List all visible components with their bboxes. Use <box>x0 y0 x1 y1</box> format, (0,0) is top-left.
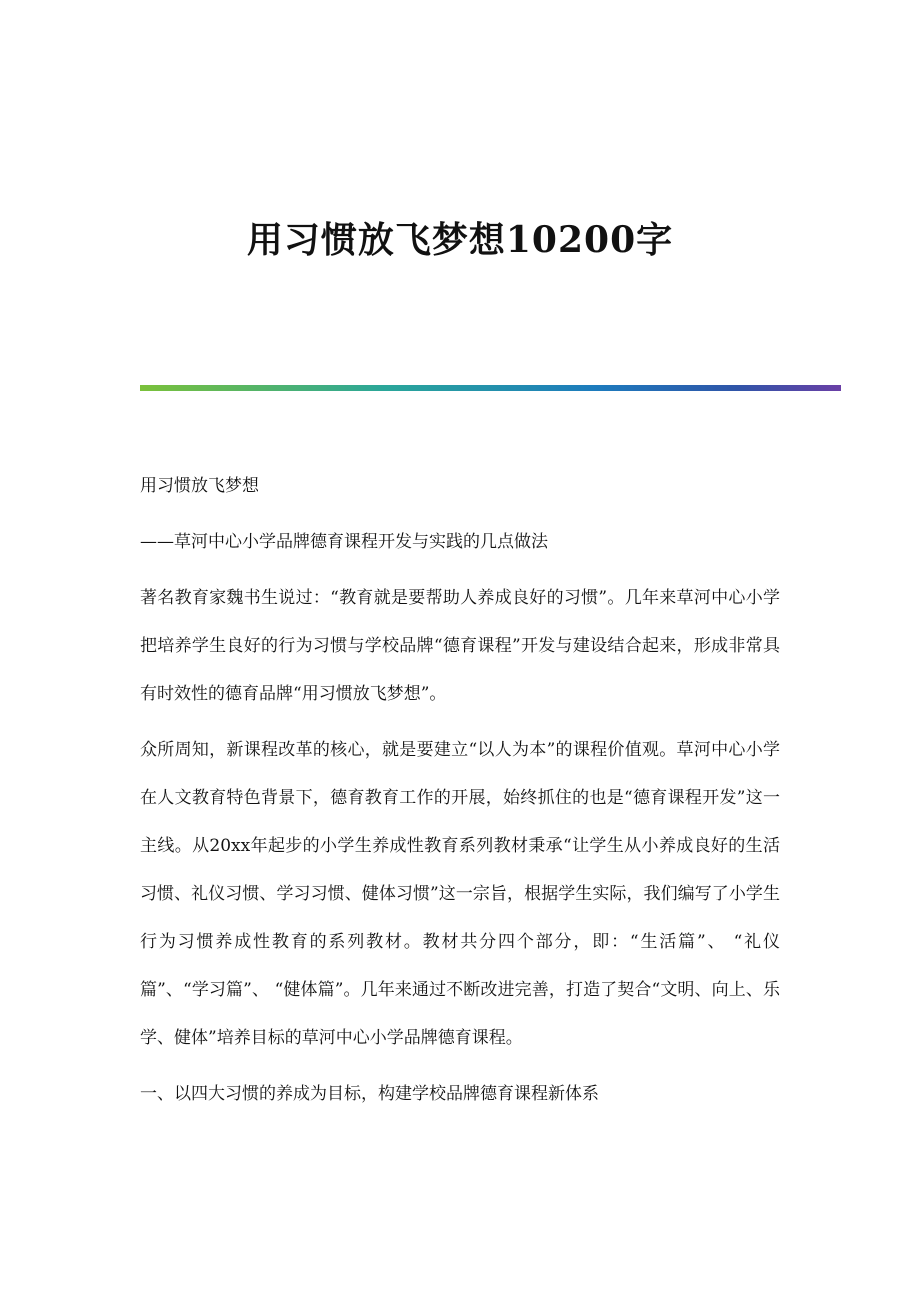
title-divider <box>140 385 841 391</box>
section-heading: 一、以四大习惯的养成为目标，构建学校品牌德育课程新体系 <box>140 1084 599 1104</box>
article-subheading: ——草河中心小学品牌德育课程开发与实践的几点做法 <box>140 532 548 552</box>
article-heading: 用习惯放飞梦想 <box>140 476 259 496</box>
paragraph: 众所周知，新课程改革的核心，就是要建立“以人为本”的课程价值观。草河中心小学在人文教育特色背景下，德育教育工作的开展，始终抓住的也是“德育课程开发”这一主线。从20xx年起步的小学生养成性教育系列教材秉承“让学生从小养成良好的生活习惯、礼仪习惯、学习习惯、健体习惯”这一宗旨，根据学生实际，我们编写了小学生行为习惯养成性教育的系列教材。教材共分四个部分，即：“生活篇”、 “礼仪篇”、“学习篇”、 “健体篇”。几年来通过不断改进完善，打造了契合“文明、向上、乐学、健体”培养目标的草河中心小学品牌德育课程。 <box>140 740 780 1048</box>
document-body <box>140 462 780 1126</box>
document-title: 用习惯放飞梦想10200字 <box>246 219 674 261</box>
paragraph: 著名教育家魏书生说过：“教育就是要帮助人养成良好的习惯”。几年来草河中心小学把培养学生良好的行为习惯与学校品牌“德育课程”开发与建设结合起来，形成非常具有时效性的德育品牌“用习惯放飞梦想”。 <box>140 588 780 704</box>
